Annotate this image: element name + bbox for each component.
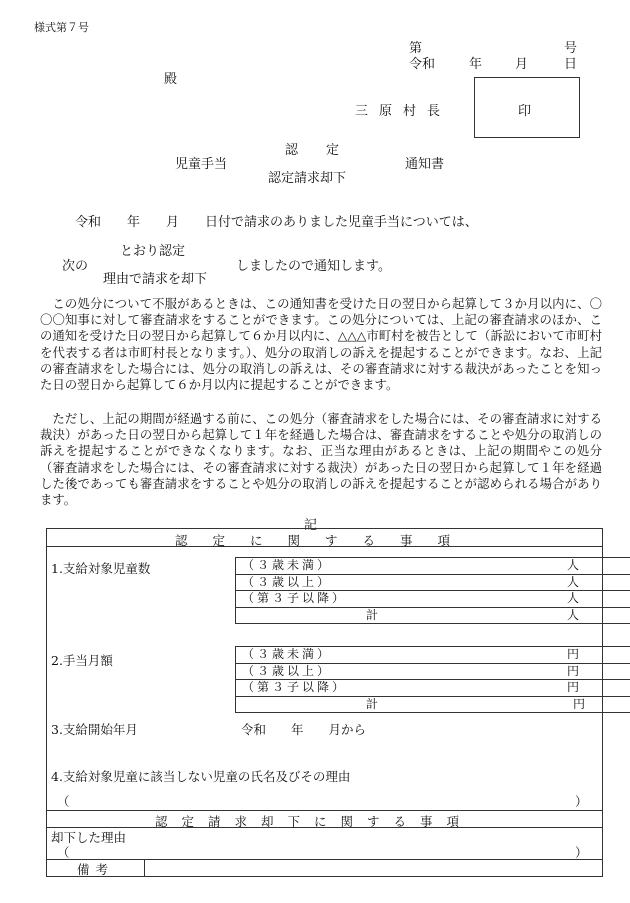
monthly-amount-total-row: 計 円 <box>366 696 585 711</box>
item-child-count-label: 1.支給対象児童数 <box>51 561 151 576</box>
rejection-reason-label: 却下した理由 <box>51 830 127 845</box>
intro-option-reject: 理由で請求を却下 <box>103 272 208 287</box>
form-number: 様式第７号 <box>34 21 89 34</box>
remarks-label: 備考 <box>77 862 115 877</box>
item-start-month-label: 3.支給開始年月 <box>51 722 138 737</box>
monthly-amount-table <box>235 646 630 713</box>
title-option-approve: 認定 <box>285 143 368 158</box>
date-month: 月 <box>515 57 529 72</box>
intro-next: 次の <box>62 259 89 274</box>
child-count-total-row: 計 人 <box>366 607 579 622</box>
document-number-suffix: 号 <box>564 41 578 56</box>
non-eligible-close-paren: ） <box>575 794 588 809</box>
date-year: 年 <box>469 57 483 72</box>
monthly-amount-row: （第３子以降） 円 <box>236 680 630 697</box>
addressee-suffix: 殿 <box>164 72 178 87</box>
intro-tail: しましたので通知します。 <box>236 259 391 274</box>
child-count-row: （第３子以降） 人 <box>236 591 630 608</box>
section-rejection-heading: 認定請求却下に関する事項 <box>155 814 474 829</box>
seal-mark: 印 <box>518 104 532 119</box>
date-era: 令和 <box>409 57 436 72</box>
detail-table <box>46 528 603 877</box>
item-start-month-value: 令和 年 月から <box>241 722 367 737</box>
monthly-amount-row: （３歳以上） 円 <box>236 664 630 681</box>
intro-sentence: 令和 年 月 日付で請求のありました児童手当については、 <box>75 215 478 230</box>
title-notice: 通知書 <box>405 157 445 172</box>
non-eligible-open-paren: （ <box>57 794 70 809</box>
title-child-allowance: 児童手当 <box>175 157 228 172</box>
item-non-eligible-label: 4.支給対象児童に該当しない児童の氏名及びその理由 <box>51 769 351 784</box>
child-count-row: （３歳以上） 人 <box>236 575 630 592</box>
issuer-name: 三原村長 <box>355 104 452 119</box>
date-day: 日 <box>564 57 578 72</box>
rejection-close-paren: ） <box>575 845 588 860</box>
ki-marker: 記 <box>304 518 318 533</box>
appeal-notice-paragraph-1: この処分について不服があるときは、この通知書を受けた日の翌日から起算して３か月以内に、〇〇〇知事に対して審査請求をすることができます。この処分については、上記の審査請求のほか、この通知を受けた日の翌日から起算して６か月以内に、△△△市町村を被告として（訴訟において市町村を代表する者は市町村長となります。）、処分の取消しの訴えを提起することができます。なお、上記の審査請求をした場合には、処分の取消しの訴えは、その審査請求に対する裁決があったことを知った日の翌日から起算して６か月以内に提起することができます。 <box>40 296 602 393</box>
child-count-table <box>235 557 630 624</box>
title-option-reject: 認定請求却下 <box>268 171 347 186</box>
section-approval-heading: 認定に関する事項 <box>175 533 476 548</box>
appeal-notice-paragraph-2: ただし、上記の期間が経過する前に、この処分（審査請求をした場合には、その審査請求に対する裁決）があった日の翌日から起算して１年を経過した場合は、審査請求をすることや処分の取消しの訴えを提起することができなくなります。なお、正当な理由があるときは、上記の期間やこの処分（審査請求をした場合には、その審査請求に対する裁決）があった日の翌日から起算して１年を経過した後であっても審査請求をすることや処分の取消しの訴えを提起することが認められる場合があります。 <box>40 411 602 508</box>
intro-option-approve: とおり認定 <box>120 244 186 259</box>
item-monthly-amount-label: 2.手当月額 <box>51 653 113 668</box>
child-count-row: （３歳未満） 人 <box>236 558 630 575</box>
document-number-prefix: 第 <box>409 41 423 56</box>
rejection-open-paren: （ <box>57 845 70 860</box>
monthly-amount-row: （３歳未満） 円 <box>236 647 630 664</box>
